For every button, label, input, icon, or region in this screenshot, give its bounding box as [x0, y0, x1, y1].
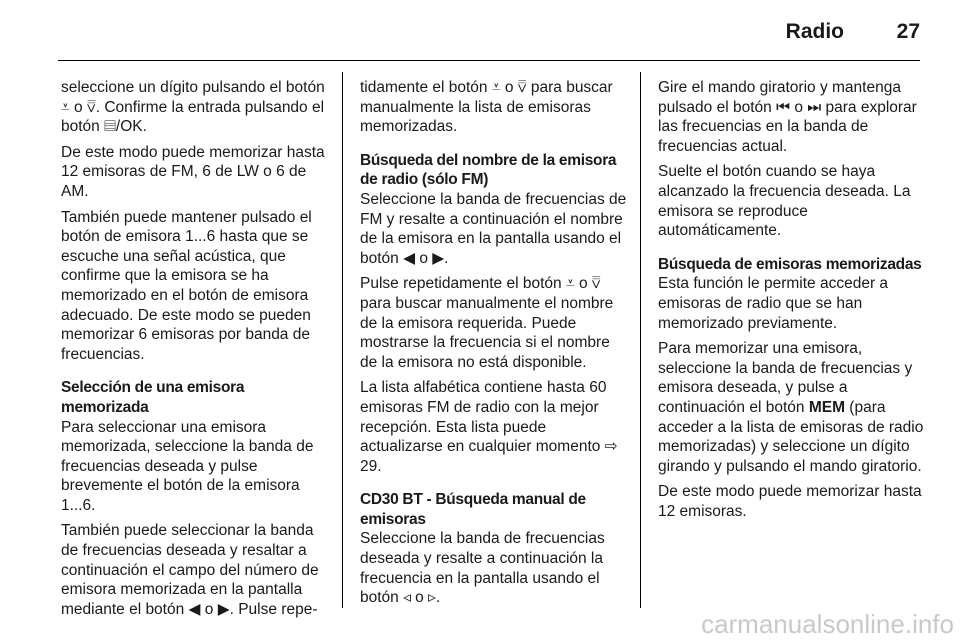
- section-heading: Búsqueda de emisoras memorizadas: [658, 255, 922, 273]
- paragraph: [658, 339, 930, 476]
- paragraph: La lista alfabética contiene hasta 60 emisoras FM de radio con la mejor recepción. Esta lista puede actualizarse en cualquier momento ⇨ 29.: [360, 379, 618, 475]
- column-divider-1: [342, 72, 343, 608]
- paragraph: Pulse repetidamente el botón ⩡ o ⩢ para buscar manualmente el nombre de la emisora requerida. Puede mostrarse la frecuencia si el nombre de la emisora no está disponible.: [360, 275, 614, 371]
- column-1: [61, 78, 329, 625]
- mem-button-label: MEM: [808, 398, 845, 416]
- paragraph-text: Para memorizar una emisora, seleccione la banda de frecuencias y emisora deseada, y pulse a continuación el botón: [658, 340, 913, 416]
- paragraph: Esta función le permite acceder a emisoras de radio que se han memorizado previamente.: [658, 275, 889, 332]
- paragraph: Suelte el botón cuando se haya alcanzado la frecuencia deseada. La emisora se reproduce automáticamente.: [658, 163, 911, 240]
- paragraph: Para seleccionar una emisora memorizada, seleccione la banda de frecuencias deseada y pulse brevemente el botón de la emisora 1...6.: [61, 418, 314, 514]
- paragraph: También puede mantener pulsado el botón de emisora 1...6 hasta que se escuche una señal acústica, que confirme que la emisora se ha memorizado en el botón de emisora adecuado. De este modo se pueden memorizar 6 emisoras por banda de frecuencias.: [61, 208, 312, 363]
- section-heading: CD30 BT - Búsqueda manual de emisoras: [360, 491, 586, 528]
- section-heading: Búsqueda del nombre de la emisora de radio (sólo FM): [360, 151, 617, 189]
- paragraph: Gire el mando giratorio y mantenga pulsado el botón ⏮ o ⏭ para explorar las frecuencias en la banda de frecuencias actual.: [658, 79, 917, 155]
- watermark: carmanualsonline.info: [701, 609, 954, 639]
- page-title: Radio: [785, 20, 844, 43]
- page-header: [0, 0, 960, 62]
- paragraph: También puede seleccionar la banda de frecuencias deseada y resaltar a continuación el campo del número de emisora memorizada en la pantalla mediante el botón ◀ o ▶. Pulse repe-: [61, 522, 319, 618]
- header-divider: [58, 60, 920, 61]
- paragraph: Seleccione la banda de frecuencias deseada y resalte a continuación la frecuencia en la pantalla usando el botón ◃ o ▹.: [360, 530, 605, 607]
- paragraph: De este modo puede memorizar hasta 12 emisoras de FM, 6 de LW o 6 de AM.: [61, 143, 325, 200]
- paragraph: De este modo puede memorizar hasta 12 emisoras.: [658, 483, 922, 520]
- paragraph-text: (para acceder a la lista de emisoras de radio memorizadas) y seleccione un dígito girando y pulsando el mando giratorio.: [658, 398, 924, 475]
- column-divider-2: [640, 72, 641, 608]
- paragraph: tidamente el botón ⩡ o ⩢ para buscar manualmente la lista de emisoras memorizadas.: [360, 79, 613, 136]
- paragraph: seleccione un dígito pulsando el botón ⩡ o ⩢. Confirme la entrada pulsando el botón ▤/OK.: [61, 79, 325, 136]
- column-3: [658, 78, 930, 527]
- page-number: 27: [896, 20, 920, 43]
- paragraph: Seleccione la banda de frecuencias de FM y resalte a continuación el nombre de la emisora en la pantalla usando el botón ◀ o ▶.: [360, 190, 627, 267]
- column-2: [360, 78, 630, 614]
- section-heading: Selección de una emisora memorizada: [61, 379, 245, 416]
